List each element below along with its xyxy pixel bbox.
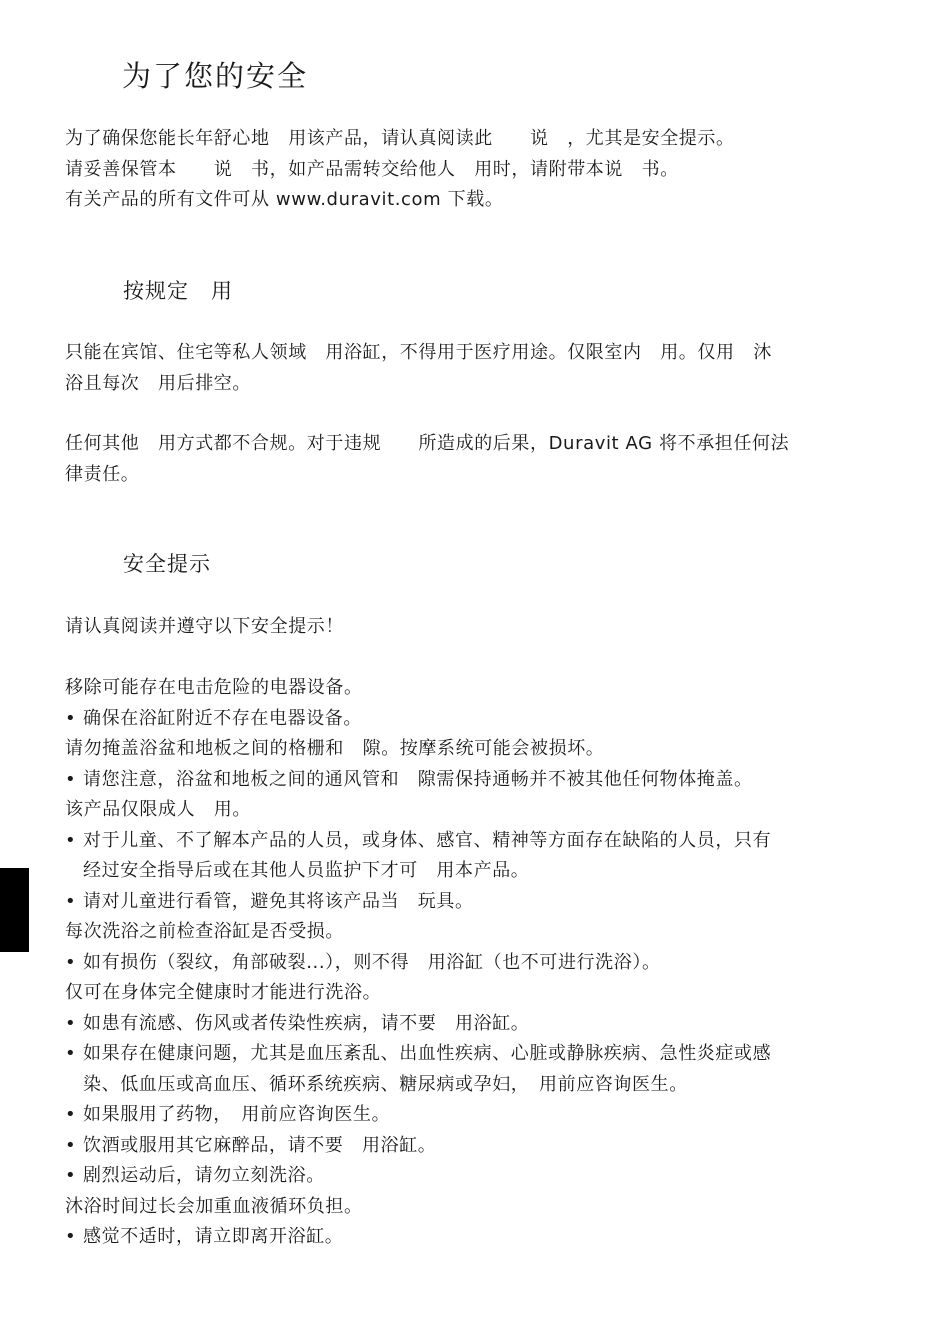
safety-lead xyxy=(65,612,895,643)
intended-use-paragraph-1 xyxy=(65,338,895,399)
bullet-text-line: 饮酒或服用其它麻醉品，请不要 用浴缸。 xyxy=(83,1134,437,1156)
bullet-text-line: 感觉不适时，请立即离开浴缸。 xyxy=(83,1226,344,1247)
bullet-marker: • xyxy=(65,1104,77,1125)
bullet-text-line: 剧烈运动后，请勿立刻洗浴。 xyxy=(83,1165,325,1186)
bullet-marker: • xyxy=(65,1043,77,1064)
paragraph-line: 浴且每次 用后排空。 xyxy=(65,372,251,394)
safety-bullet-item xyxy=(65,1100,895,1131)
bullet-text xyxy=(83,826,895,887)
section-heading-safety: 安全提示 xyxy=(123,552,211,576)
bullet-marker: • xyxy=(65,1165,77,1186)
intro-line: 有关产品的所有文件可从 www.duravit.com 下载。 xyxy=(65,189,504,210)
paragraph-line: 只能在宾馆、住宅等私人领域 用浴缸，不得用于医疗用途。仅限室内 用。仅用 沐 xyxy=(65,342,772,363)
bullet-text xyxy=(83,1161,895,1192)
bullet-text-line: 对于儿童、不了解本产品的人员，或身体、感官、精神等方面存在缺陷的人员，只有 xyxy=(83,829,772,851)
safety-bullet-item xyxy=(65,826,895,887)
bullet-text xyxy=(83,887,895,918)
safety-bullet-item xyxy=(65,887,895,918)
bullet-text-line: 请您注意，浴盆和地板之间的通风管和 隙需保持通畅并不被其他任何物体掩盖。 xyxy=(83,768,753,790)
bullet-text xyxy=(83,1131,895,1162)
intended-use-paragraph-2 xyxy=(65,429,895,490)
safety-bullet-item xyxy=(65,1131,895,1162)
bullet-marker: • xyxy=(65,707,77,729)
safety-bullet-item xyxy=(65,1222,895,1253)
paragraph-line: 律责任。 xyxy=(65,463,140,485)
safety-instructions-list xyxy=(65,673,895,1253)
safety-instruction-text: 沐浴时间过长会加重血液循环负担。 xyxy=(65,1195,363,1217)
page-title: 为了您的安全 xyxy=(122,59,309,93)
safety-bullet-item xyxy=(65,1009,895,1040)
safety-lead-text: 请认真阅读并遵守以下安全提示！ xyxy=(65,616,344,637)
bullet-text-line: 如果存在健康问题，尤其是血压紊乱、出血性疾病、心脏或静脉疾病、急性炎症或感 xyxy=(83,1043,772,1064)
bullet-text-line: 染、低血压或高血压、循环系统疾病、糖尿病或孕妇， 用前应咨询医生。 xyxy=(83,1073,688,1095)
bullet-marker: • xyxy=(65,1226,77,1247)
bullet-marker: • xyxy=(65,1012,77,1034)
bullet-text xyxy=(83,1222,895,1253)
section-heading-intended-use: 按规定 用 xyxy=(123,279,233,303)
bullet-text xyxy=(83,948,895,979)
safety-bullet-item xyxy=(65,765,895,796)
bullet-text-line: 如患有流感、伤风或者传染性疾病，请不要 用浴缸。 xyxy=(83,1012,530,1034)
safety-instruction-text: 仅可在身体完全健康时才能进行洗浴。 xyxy=(65,982,382,1003)
bullet-text xyxy=(83,1039,895,1100)
safety-bullet-item xyxy=(65,704,895,735)
bullet-marker: • xyxy=(65,1134,77,1156)
intro-paragraph xyxy=(65,124,895,216)
bullet-marker: • xyxy=(65,951,77,973)
intro-line: 请妥善保管本 说 书，如产品需转交给他人 用时，请附带本说 书。 xyxy=(65,158,679,180)
bullet-text-line: 如果服用了药物， 用前应咨询医生。 xyxy=(83,1104,391,1125)
bullet-text xyxy=(83,1009,895,1040)
paragraph-line: 任何其他 用方式都不合规。对于违规 所造成的后果，Duravit AG 将不承担任何法 xyxy=(65,433,790,454)
bullet-text-line: 请对儿童进行看管，避免其将该产品当 玩具。 xyxy=(83,890,474,912)
bullet-marker: • xyxy=(65,829,77,851)
bullet-text-line: 如有损伤（裂纹，角部破裂...），则不得 用浴缸（也不可进行洗浴）。 xyxy=(83,951,661,973)
safety-instruction-text: 每次洗浴之前检查浴缸是否受损。 xyxy=(65,921,344,942)
intro-line: 为了确保您能长年舒心地 用该产品，请认真阅读此 说 ，尤其是安全提示。 xyxy=(65,128,735,149)
safety-bullet-item xyxy=(65,1039,895,1100)
safety-bullet-item xyxy=(65,1161,895,1192)
safety-instruction-text: 该产品仅限成人 用。 xyxy=(65,799,251,820)
bullet-text-line: 确保在浴缸附近不存在电器设备。 xyxy=(83,707,362,729)
bullet-marker: • xyxy=(65,768,77,790)
safety-bullet-item xyxy=(65,948,895,979)
bullet-text xyxy=(83,1100,895,1131)
safety-instruction-text: 请勿掩盖浴盆和地板之间的格栅和 隙。按摩系统可能会被损坏。 xyxy=(65,738,605,759)
bullet-text xyxy=(83,765,895,796)
page-side-tab xyxy=(0,868,29,952)
bullet-marker: • xyxy=(65,890,77,912)
bullet-text-line: 经过安全指导后或在其他人员监护下才可 用本产品。 xyxy=(83,860,530,881)
bullet-text xyxy=(83,704,895,735)
safety-instruction-text: 移除可能存在电击危险的电器设备。 xyxy=(65,677,363,698)
